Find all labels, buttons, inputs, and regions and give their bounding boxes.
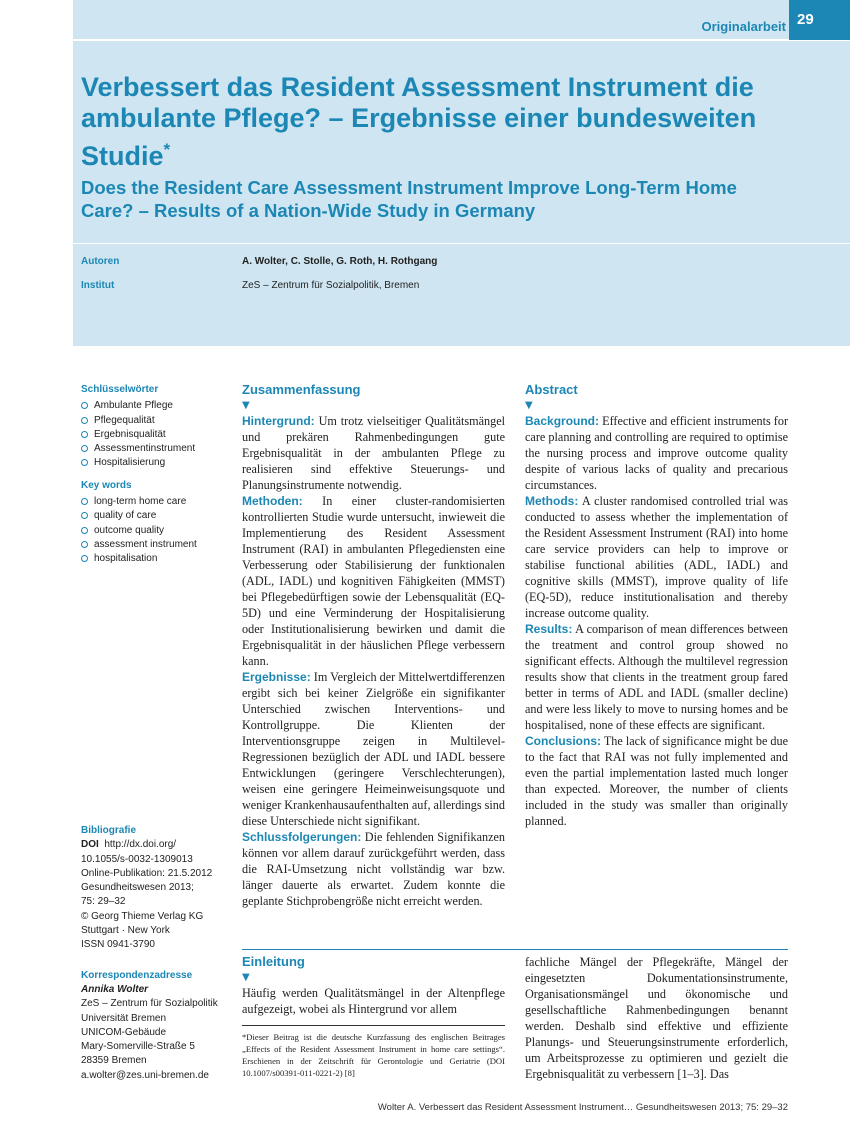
- conclusions-paragraph: [525, 733, 788, 829]
- conclusions-text: The lack of significance might be due to the fact that RAI was not fully implemented and even the partial implementation lasted much longer than expected. Moreover, the number of clients included in the study was smaller than originally planned.: [525, 734, 788, 828]
- correspondence-name: Annika Wolter: [81, 983, 149, 995]
- online-publication: Online-Publikation: 21.5.2012: [81, 867, 213, 879]
- keywords-en-list: [81, 495, 231, 566]
- bullet-icon: [81, 541, 88, 548]
- footnote-divider: [242, 1025, 505, 1026]
- footnote: *Dieser Beitrag ist die deutsche Kurzfassung des englischen Beitrages „Effects of the Resident Assessment Instrument in home care settings“. Erschienen in der Zeitschrift für Gerontologie und Geriatrie (DOI 10.1007/s00391-011-0221-2) [8]: [242, 1032, 505, 1078]
- publisher-location: Stuttgart · New York: [81, 925, 170, 937]
- institute-label: Institut: [81, 280, 115, 291]
- einleitung-column-2: [525, 954, 788, 1082]
- section-divider: [242, 949, 788, 950]
- journal: Gesundheitswesen 2013;: [81, 882, 194, 894]
- title-german-text: Verbessert das Resident Assessment Instrument die ambulante Pflege? – Ergebnisse einer bundesweiten Studie: [81, 72, 757, 171]
- issn: ISSN 0941-3790: [81, 939, 155, 951]
- title-english: Does the Resident Care Assessment Instrument Improve Long-Term Home Care? – Results of a Nation-Wide Study in Germany: [81, 177, 737, 221]
- keyword-item: hospitalisation: [81, 552, 231, 566]
- doi-value[interactable]: 10.1055/s-0032-1309013: [81, 853, 193, 865]
- sidebar: [81, 383, 231, 567]
- page-footer: Wolter A. Verbessert das Resident Assessment Instrument… Gesundheitswesen 2013; 75: 29–32: [377, 1102, 788, 1113]
- correspondence-heading: Korrespondenzadresse: [81, 969, 193, 981]
- methods-label: Methods:: [525, 494, 579, 508]
- address-line: Mary-Somerville-Straße 5: [81, 1041, 195, 1053]
- authors-label: Autoren: [81, 256, 120, 267]
- triangle-down-icon: ▼: [242, 400, 250, 411]
- bullet-icon: [81, 431, 88, 438]
- einleitung-text-2: fachliche Mängel der Pflegekräfte, Mängel der eingesetzten Dokumentationsinstrumente, Organisationsmängel und ökonomische und gesellschaftliche Rahmenbedingungen benannt werden. Deshalb sind effektive und effiziente Planungs- und Steuerungsinstrumente erforderlich, um Arbeitsprozesse zu optimieren und gezielt die Ergebnisqualität zu verbessern [1–3]. Das: [525, 955, 788, 1081]
- keyword-item: Ambulante Pflege: [81, 399, 231, 413]
- keyword-item: quality of care: [81, 509, 231, 523]
- abstract-column: [525, 381, 788, 829]
- results-paragraph: [525, 621, 788, 733]
- conclusions-label: Conclusions:: [525, 734, 602, 748]
- keyword-item: Ergebnisqualität: [81, 428, 231, 442]
- keywords-de-heading: Schlüsselwörter: [81, 384, 159, 395]
- results-label: Results:: [525, 622, 573, 636]
- schluss-paragraph: [242, 829, 505, 909]
- address-line: ZeS – Zentrum für Sozialpolitik: [81, 998, 218, 1010]
- email-link[interactable]: a.wolter@zes.uni-bremen.de: [81, 1069, 209, 1081]
- hintergrund-text: Um trotz vielseitiger Qualitätsmängel und prekären Rahmenbedingungen gute Ergebnisqualität in der ambulanten Pflege zu realisieren sind effektive Steuerungs- und Planungsinstrumente notwendig.: [242, 414, 506, 492]
- keyword-item: assessment instrument: [81, 538, 231, 552]
- hintergrund-label: Hintergrund:: [242, 414, 315, 428]
- results-text: A comparison of mean differences between the treatment and control group showed no significant effects. Although the multilevel regression results show that clients in the treatment group fared better in terms of ADL and IADL (smaller decline) and were less likely to move to nursing homes and be hospitalised, none of these effects are significant.: [525, 622, 789, 732]
- doi-label: DOI: [81, 839, 99, 851]
- ergebnisse-text: Im Vergleich der Mittelwertdifferenzen ergibt sich bei keiner Zielgröße ein signifikanter Unterschied zwischen Interventions- und Kontrollgruppe. Die Klienten der Interventionsgruppe zeigen in Multilevel-Regressionen bezüglich der ADL und IADL bessere Entwicklungen (geringere Verschlechterungen), weisen eine geringere Heimeinweisungsquote und weniger Krankenhausaufenthalten auf, allerdings sind diese Unterschiede nicht signifikant.: [242, 670, 506, 828]
- schluss-text: Die fehlenden Signifikanzen können vor allem darauf zurückgeführt werden, dass die RAI-Umsetzung nicht vollständig war bzw. länger dauerte als erwartet. Zudem konnte die geplante Stichprobengröße nicht erreicht werden.: [242, 830, 505, 908]
- bibliography: [81, 824, 231, 1083]
- methoden-paragraph: [242, 493, 505, 669]
- keyword-item: Assessmentinstrument: [81, 442, 231, 456]
- triangle-down-icon: ▼: [525, 400, 533, 411]
- publisher: © Georg Thieme Verlag KG: [81, 910, 204, 922]
- address-line: Universität Bremen: [81, 1012, 167, 1024]
- keywords-en-heading: Key words: [81, 479, 132, 491]
- volume-pages: 75: 29–32: [81, 896, 126, 908]
- methods-paragraph: [525, 493, 788, 621]
- background-text: Effective and efficient instruments for care planning and controlling are required to optimise the nursing process and improve outcome quality despite of various lacks of quality and precarious circumstances.: [525, 414, 789, 492]
- page-number: 29: [789, 0, 850, 40]
- triangle-down-icon: ▼: [242, 972, 250, 983]
- methoden-label: Methoden:: [242, 494, 303, 508]
- background-paragraph: [525, 413, 788, 493]
- background-label: Background:: [525, 414, 600, 428]
- hintergrund-paragraph: [242, 413, 505, 493]
- einleitung-heading: Einleitung: [242, 954, 305, 969]
- address-line: 28359 Bremen: [81, 1055, 147, 1067]
- title-german: [81, 72, 781, 172]
- bullet-icon: [81, 445, 88, 452]
- bullet-icon: [81, 498, 88, 505]
- bullet-icon: [81, 512, 88, 519]
- zusammenfassung-heading: Zusammenfassung: [242, 382, 361, 397]
- einleitung-column-1: [242, 953, 505, 1017]
- keywords-de-list: [81, 399, 231, 470]
- einleitung-text-1: Häufig werden Qualitätsmängel in der Altenpflege aufgezeigt, wobei als Hintergrund vor allem: [242, 986, 505, 1016]
- schluss-label: Schlussfolgerungen:: [242, 830, 362, 844]
- section-tag: Originalarbeit: [701, 19, 786, 34]
- ergebnisse-paragraph: [242, 669, 505, 829]
- ergebnisse-label: Ergebnisse:: [242, 670, 311, 684]
- address-line: UNICOM-Gebäude: [81, 1026, 167, 1038]
- title-divider: [73, 243, 850, 244]
- bibliography-heading: Bibliografie: [81, 825, 137, 836]
- header-band: [73, 0, 850, 346]
- bullet-icon: [81, 555, 88, 562]
- bullet-icon: [81, 459, 88, 466]
- methods-text: A cluster randomised controlled trial was conducted to assess whether the implementation of the Resident Assessment Instrument (RAI) into home care service providers can help to improve or stabilise functional abilities (ADL, IADL) and cognitive skills (MMST), improve quality of life (EQ-5D), reduce institutionalisation and thereby increase outcome quality.: [525, 494, 789, 620]
- keyword-item: Hospitalisierung: [81, 456, 231, 470]
- title-asterisk: *: [163, 140, 171, 159]
- bullet-icon: [81, 402, 88, 409]
- doi-link[interactable]: http://dx.doi.org/: [104, 839, 177, 851]
- zusammenfassung-column: [242, 381, 505, 909]
- abstract-heading: Abstract: [525, 382, 578, 397]
- institute: ZeS – Zentrum für Sozialpolitik, Bremen: [242, 280, 420, 291]
- keyword-item: outcome quality: [81, 524, 231, 538]
- keyword-item: Pflegequalität: [81, 414, 231, 428]
- methoden-text: In einer cluster-randomisierten kontrollierten Studie wurde untersucht, inwieweit die Implementierung des Resident Assessment Instrument (RAI) in ambulanten Pflegediensten eine Verbesserung oder Stabilisierung der funktionalen (ADL, IADL) und kognitiven Fähigkeiten (MMST) bei Pflegebedürftigen sowie der Lebensqualität (EQ-5D) und eine Verminderung der Hospitalisierung oder Institutionalisierung bewirken und damit die Ergebnisqualität in der häuslichen Pflege verbessern kann.: [242, 494, 505, 668]
- keyword-item: long-term home care: [81, 495, 231, 509]
- doi-line: [81, 838, 231, 852]
- bullet-icon: [81, 527, 88, 534]
- authors: A. Wolter, C. Stolle, G. Roth, H. Rothgang: [242, 256, 438, 267]
- bullet-icon: [81, 417, 88, 424]
- header-divider: [73, 39, 850, 41]
